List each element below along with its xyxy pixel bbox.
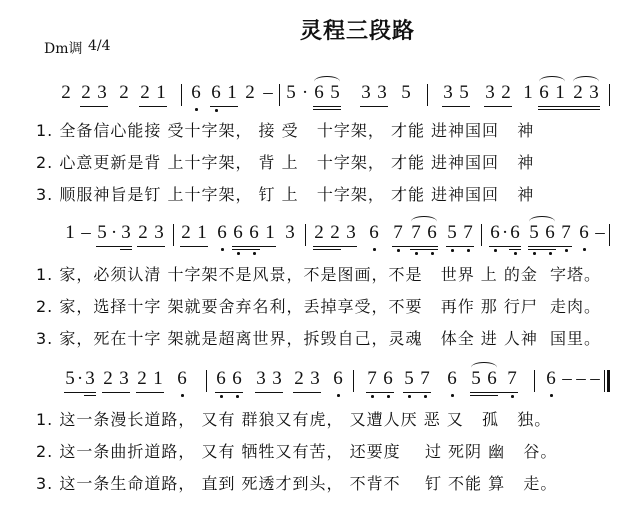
lyric-verse-1-line-2: 1. 家，必须认清 十字架不是风景，不是图画，不是 世界 上 的金 字塔。 bbox=[36, 265, 602, 284]
notation-line-3: 5 · 3 2 3 2 1 6 6 6 3 3 2 3 6 7 6 5 7 6 5 6 7 6 – – – bbox=[0, 368, 640, 396]
lyric-verse-2-line-1: 2. 心意更新是背 上十字架， 背 上 十字架， 才能 进神国回 神 bbox=[36, 153, 535, 172]
lyric-verse-2-line-2: 2. 家，选择十字 架就要舍弃名利，丢掉享受，不要 再作 那 行尸 走肉。 bbox=[36, 297, 602, 316]
lyric-verse-1-line-1: 1. 全备信心能接 受十字架， 接 受 十字架， 才能 进神国回 神 bbox=[36, 121, 535, 140]
time-signature: 4/4 bbox=[88, 38, 111, 54]
song-title: 灵程三段路 bbox=[300, 19, 416, 44]
notation-line-2: 1 – 5 · 3 2 3 2 1 6 6 6 1 3 2 2 3 6 7 7 6 5 7 6 · 6 5 6 7 6 – bbox=[0, 222, 640, 250]
lyric-verse-3-line-1: 3. 顺服神旨是钉 上十字架， 钉 上 十字架， 才能 进神国回 神 bbox=[36, 185, 535, 204]
lyric-verse-1-line-3: 1. 这一条漫长道路， 又有 群狼又有虎， 又遭人厌 恶 又 孤 独。 bbox=[36, 410, 552, 429]
lyric-verse-3-line-2: 3. 家，死在十字 架就是超离世界，拆毁自己，灵魂 体全 进 人神 国里。 bbox=[36, 329, 602, 348]
lyric-verse-2-line-3: 2. 这一条曲折道路， 又有 牺牲又有苦， 还要度 过 死阴 幽 谷。 bbox=[36, 442, 558, 461]
notation-line-1: 2 2 3 2 2 1 6 6 1 2 – 5 · 6 5 3 3 5 3 5 3 2 1 6 1 2 3 bbox=[0, 82, 640, 110]
lyric-verse-3-line-3: 3. 这一条生命道路， 直到 死透才到头， 不背不 钉 不能 算 走。 bbox=[36, 474, 558, 493]
key-signature: Dm调 bbox=[44, 41, 83, 57]
